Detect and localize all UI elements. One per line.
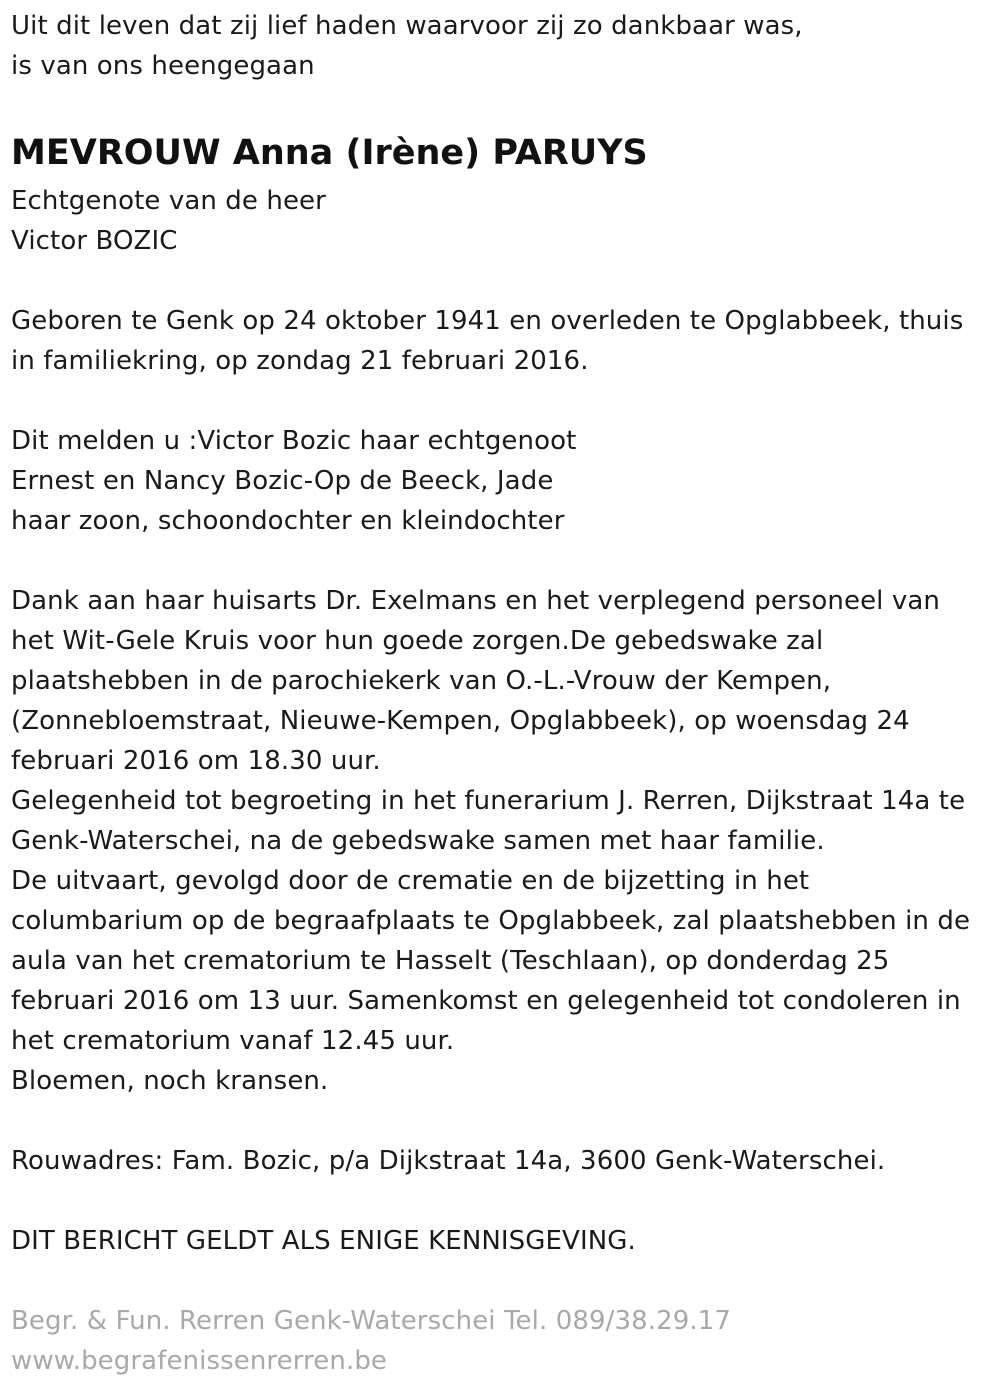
obituary-notice bbox=[11, 6, 996, 1381]
announcer-line: Dit melden u :Victor Bozic haar echtgenoot bbox=[11, 426, 577, 456]
spacer bbox=[11, 1101, 996, 1141]
ceremony-details bbox=[11, 581, 996, 1101]
birth-death-info bbox=[11, 301, 996, 381]
intro-text bbox=[11, 6, 996, 86]
announcer-line: haar zoon, schoondochter en kleindochter bbox=[11, 506, 565, 536]
spacer bbox=[11, 1261, 996, 1301]
spouse-line: Echtgenote van de heer bbox=[11, 186, 326, 216]
notice-line: DIT BERICHT GELDT ALS ENIGE KENNISGEVING. bbox=[11, 1226, 636, 1256]
details-line: februari 2016 om 18.30 uur. bbox=[11, 746, 381, 776]
notice-statement bbox=[11, 1221, 996, 1261]
details-line: De uitvaart, gevolgd door de crematie en de bijzetting in het bbox=[11, 866, 810, 896]
details-line: aula van het crematorium te Hasselt (Teschlaan), op donderdag 25 bbox=[11, 946, 890, 976]
mourning-address bbox=[11, 1141, 996, 1181]
details-line: columbarium op de begraafplaats te Opglabbeek, zal plaatshebben in de bbox=[11, 906, 971, 936]
birth-death-line: Geboren te Genk op 24 oktober 1941 en overleden te Opglabbeek, thuis bbox=[11, 306, 964, 336]
spacer bbox=[11, 541, 996, 581]
spacer bbox=[11, 261, 996, 301]
funeral-home-website[interactable]: www.begrafenissenrerren.be bbox=[11, 1346, 388, 1376]
spouse-info bbox=[11, 181, 996, 261]
details-line: het Wit-Gele Kruis voor hun goede zorgen.De gebedswake zal bbox=[11, 626, 824, 656]
details-line: Genk-Waterschei, na de gebedswake samen met haar familie. bbox=[11, 826, 825, 856]
spacer bbox=[11, 381, 996, 421]
details-line: het crematorium vanaf 12.45 uur. bbox=[11, 1026, 455, 1056]
intro-line: Uit dit leven dat zij lief haden waarvoor zij zo dankbaar was, bbox=[11, 11, 803, 41]
intro-line: is van ons heengegaan bbox=[11, 51, 315, 81]
details-line: Bloemen, noch kransen. bbox=[11, 1066, 329, 1096]
spacer bbox=[11, 1181, 996, 1221]
birth-death-line: in familiekring, op zondag 21 februari 2016. bbox=[11, 346, 589, 376]
funeral-home-contact: Begr. & Fun. Rerren Genk-Waterschei Tel. 089/38.29.17 bbox=[11, 1306, 732, 1336]
details-line: februari 2016 om 13 uur. Samenkomst en gelegenheid tot condoleren in bbox=[11, 986, 961, 1016]
deceased-name: MEVROUW Anna (Irène) PARUYS bbox=[11, 133, 648, 173]
spouse-line: Victor BOZIC bbox=[11, 226, 178, 256]
announcers bbox=[11, 421, 996, 541]
details-line: plaatshebben in de parochiekerk van O.-L.-Vrouw der Kempen, bbox=[11, 666, 832, 696]
announcer-line: Ernest en Nancy Bozic-Op de Beeck, Jade bbox=[11, 466, 554, 496]
details-line: Dank aan haar huisarts Dr. Exelmans en het verplegend personeel van bbox=[11, 586, 940, 616]
funeral-home-footer bbox=[11, 1301, 996, 1381]
details-line: Gelegenheid tot begroeting in het funerarium J. Rerren, Dijkstraat 14a te bbox=[11, 786, 966, 816]
details-line: (Zonnebloemstraat, Nieuwe-Kempen, Opglabbeek), op woensdag 24 bbox=[11, 706, 910, 736]
address-line: Rouwadres: Fam. Bozic, p/a Dijkstraat 14a, 3600 Genk-Waterschei. bbox=[11, 1146, 886, 1176]
